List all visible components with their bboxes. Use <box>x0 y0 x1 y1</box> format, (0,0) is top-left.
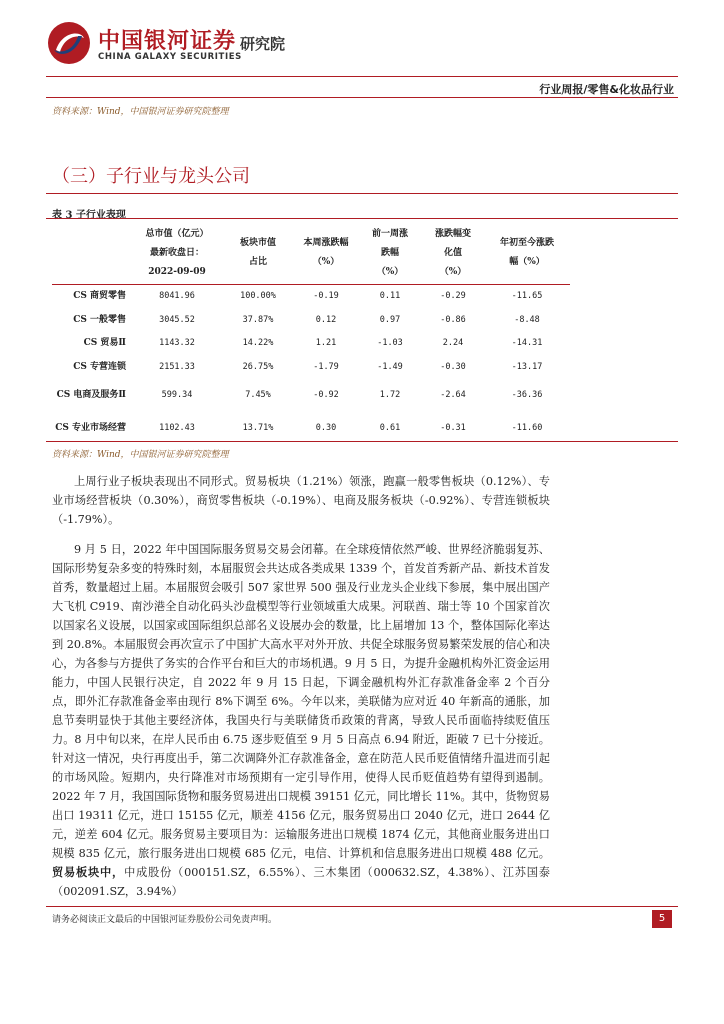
header-name <box>52 222 132 285</box>
paragraph-main-text: 9 月 5 日，2022 年中国国际服务贸易交易会闭幕。在全球疫情依然严峻、世界经济脆弱复苏、国际形势复杂多变的特殊时刻，本届服贸会共达成各类成果 1339 个，首发首秀新产品、新技术首发首秀，数量超过上届。本届服贸会吸引 507 家世界 500 强及行业龙头企业线下参展，集中展出国产大飞机 C919、南沙港全自动化码头沙盘模型等行业领域重大成果。河联酋、瑞士等 10 个国家首次以国家名义设展，以国家或国际组织总部名义设展办会的数量，比上届增加 13 个，整体国际化率达到 20.8%。本届服贸会再次宣示了中国扩大高水平对外开放、共促全球服务贸易繁荣发展的信心和决心，为各参与方提供了务实的合作平台和巨大的市场机遇。9 月 5 日，为提升金融机构外汇资金运用能力，中国人民银行决定，自 2022 年 9 月 15 日起，下调金融机构外汇存款准备金率 2 个百分点，即外汇存款准备金率由现行 8%下调至 6%。今年以来，美联储为应对近 40 年新高的通胀，加息节奏明显快于其他主要经济体，我国央行与美联储货币政策的背离，导致人民币面临持续贬值压力。8 月中旬以来，在岸人民币由 6.75 逐步贬值至 9 月 5 日高点 6.94 附近，距破 7 已十分接近。针对这一情况，央行再度出手，第二次调降外汇存款准备金，意在防范人民币贬值情绪升温进而引起的市场风险。短期内，央行降准对市场预期有一定引导作用，使得人民币贬值趋势有望得到遏制。2022 年 7 月，我国国际货物和服务贸易进出口规模 39151 亿元，同比增长 11%。其中，货物贸易出口 19311 亿元，进口 15155 亿元，顺差 4156 亿元，服务贸易出口 2040 亿元，进口 2644 亿元，逆差 604 亿元。服务贸易主要项目为：运输服务进出口规模 1874 亿元，其他商业服务进出口规模 835 亿元，旅行服务进出口规模 685 亿元，电信、计算机和信息服务进出口规模 488 亿元。 <box>52 543 550 860</box>
header-week-change: 本周涨跌幅 （%） <box>294 222 358 285</box>
section-rule <box>46 193 678 194</box>
header-market-cap: 总市值（亿元） 最新收盘日： 2022-09-09 <box>132 222 222 285</box>
section-title: （三）子行业与龙头公司 <box>52 166 250 187</box>
table-row: CS 一般零售 3045.52 37.87% 0.12 0.97 -0.86 -8.48 <box>73 314 540 325</box>
paragraph-tail-text: 中成股份（000151.SZ，6.55%）、三木集团（000632.SZ，4.38%）、江苏国泰（002091.SZ，3.94%） <box>52 866 550 898</box>
header-change-delta: 涨跌幅变 化值 （%） <box>422 222 484 285</box>
header-rule-lower <box>46 97 678 98</box>
header-share: 板块市值 占比 <box>222 222 294 285</box>
table-row: CS 专业市场经营 1102.43 13.71% 0.30 0.61 -0.31 -11.60 <box>55 423 543 433</box>
table-header-row <box>52 222 570 285</box>
header-ytd-change: 年初至今涨跌 幅（%） <box>484 222 570 285</box>
report-type: 行业周报/零售&化妆品行业 <box>539 83 674 96</box>
table-row: CS 专营连锁 2151.33 26.75% -1.79 -1.49 -0.30 -13.17 <box>73 361 543 372</box>
page-number: 5 <box>652 910 672 928</box>
source-note-bottom: 资料来源：Wind，中国银河证券研究院整理 <box>52 450 229 460</box>
header-prev-week-change: 前一周涨 跌幅 （%） <box>358 222 422 285</box>
brand-institute: 研究院 <box>240 35 286 53</box>
footer-rule <box>46 906 678 907</box>
brand-name-en: CHINA GALAXY SECURITIES <box>98 52 242 62</box>
china-galaxy-logo <box>46 20 92 66</box>
paragraph-subsector-summary: 上周行业子板块表现出不同形式。贸易板块（1.21%）领涨，跑赢一般零售板块（0.12%）、专业市场经营板块（0.30%），商贸零售板块（-0.19%）、电商及服务板块（-0.92%）、专营连锁板块（-1.79%）。 <box>52 475 550 526</box>
table-bottom-rule <box>46 441 678 442</box>
source-note-top: 资料来源：Wind，中国银河证券研究院整理 <box>52 107 229 117</box>
sub-industry-table <box>52 222 570 445</box>
footer-disclaimer: 请务必阅读正文最后的中国银河证券股份公司免责声明。 <box>52 915 278 925</box>
table-row: CS 电商及服务Ⅱ 599.34 7.45% -0.92 1.72 -2.64 -36.36 <box>56 390 543 400</box>
table-row: CS 商贸零售 8041.96 100.00% -0.19 0.11 -0.29 -11.65 <box>73 291 543 302</box>
header-rule <box>46 76 678 77</box>
paragraph-market-news <box>52 540 550 901</box>
table-title: 表 3 子行业表现 <box>52 210 126 221</box>
paragraph-bold-lead: 贸易板块中， <box>52 865 125 879</box>
table-top-rule <box>46 218 678 219</box>
brand-name-cn: 中国银河证券 <box>98 29 237 54</box>
table-row: CS 贸易Ⅱ 1143.32 14.22% 1.21 -1.03 2.24 -14.31 <box>83 338 543 349</box>
